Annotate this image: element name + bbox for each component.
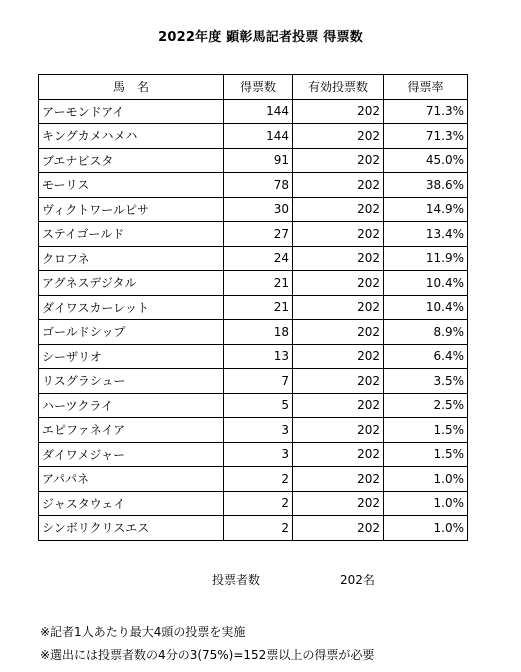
valid-votes-cell: 202: [293, 516, 384, 541]
valid-votes-cell: 202: [293, 320, 384, 345]
votes-cell: 24: [224, 246, 293, 271]
vote-rate-cell: 71.3%: [384, 124, 468, 149]
table-row: [39, 222, 468, 247]
valid-votes-cell: 202: [293, 418, 384, 443]
header-horse-name: 馬 名: [39, 75, 224, 100]
vote-rate-cell: 1.0%: [384, 516, 468, 541]
vote-rate-cell: 3.5%: [384, 369, 468, 394]
table-row: [39, 148, 468, 173]
table-row: [39, 369, 468, 394]
valid-votes-cell: 202: [293, 148, 384, 173]
votes-cell: 144: [224, 99, 293, 124]
vote-rate-cell: 1.5%: [384, 418, 468, 443]
votes-cell: 5: [224, 393, 293, 418]
vote-rate-cell: 2.5%: [384, 393, 468, 418]
table-row: [39, 393, 468, 418]
vote-rate-cell: 1.5%: [384, 442, 468, 467]
vote-rate-cell: 1.0%: [384, 491, 468, 516]
votes-cell: 2: [224, 491, 293, 516]
horse-name-cell: クロフネ: [39, 246, 224, 271]
table-row: [39, 418, 468, 443]
valid-votes-cell: 202: [293, 173, 384, 198]
table-row: [39, 173, 468, 198]
votes-cell: 3: [224, 418, 293, 443]
valid-votes-cell: 202: [293, 491, 384, 516]
horse-name-cell: アグネスデジタル: [39, 271, 224, 296]
vote-rate-cell: 71.3%: [384, 99, 468, 124]
note-selection-threshold: ※選出には投票者数の4分の3(75%)=152票以上の得票が必要: [40, 648, 375, 662]
table-row: [39, 99, 468, 124]
votes-cell: 7: [224, 369, 293, 394]
horse-name-cell: ゴールドシップ: [39, 320, 224, 345]
horse-name-cell: シンボリクリスエス: [39, 516, 224, 541]
header-votes: 得票数: [224, 75, 293, 100]
horse-name-cell: ヴィクトワールピサ: [39, 197, 224, 222]
table-row: [39, 246, 468, 271]
vote-rate-cell: 45.0%: [384, 148, 468, 173]
valid-votes-cell: 202: [293, 197, 384, 222]
vote-rate-cell: 10.4%: [384, 295, 468, 320]
votes-cell: 21: [224, 271, 293, 296]
horse-name-cell: アパパネ: [39, 467, 224, 492]
votes-cell: 2: [224, 516, 293, 541]
votes-cell: 3: [224, 442, 293, 467]
votes-cell: 21: [224, 295, 293, 320]
horse-name-cell: ダイワスカーレット: [39, 295, 224, 320]
votes-cell: 144: [224, 124, 293, 149]
votes-cell: 27: [224, 222, 293, 247]
vote-rate-cell: 10.4%: [384, 271, 468, 296]
horse-name-cell: シーザリオ: [39, 344, 224, 369]
table-row: [39, 491, 468, 516]
valid-votes-cell: 202: [293, 99, 384, 124]
horse-name-cell: ブエナビスタ: [39, 148, 224, 173]
horse-name-cell: ステイゴールド: [39, 222, 224, 247]
valid-votes-cell: 202: [293, 295, 384, 320]
header-vote-rate: 得票率: [384, 75, 468, 100]
horse-name-cell: キングカメハメハ: [39, 124, 224, 149]
vote-rate-cell: 8.9%: [384, 320, 468, 345]
valid-votes-cell: 202: [293, 246, 384, 271]
table-row: [39, 320, 468, 345]
table-row: [39, 516, 468, 541]
table-row: [39, 271, 468, 296]
horse-name-cell: アーモンドアイ: [39, 99, 224, 124]
table-row: [39, 344, 468, 369]
votes-cell: 18: [224, 320, 293, 345]
vote-rate-cell: 11.9%: [384, 246, 468, 271]
valid-votes-cell: 202: [293, 222, 384, 247]
vote-results-table: [38, 74, 468, 541]
votes-cell: 2: [224, 467, 293, 492]
horse-name-cell: ジャスタウェイ: [39, 491, 224, 516]
valid-votes-cell: 202: [293, 467, 384, 492]
table-header-row: [39, 75, 468, 100]
horse-name-cell: ハーツクライ: [39, 393, 224, 418]
votes-cell: 78: [224, 173, 293, 198]
voter-count-label: 投票者数: [212, 573, 261, 587]
vote-rate-cell: 13.4%: [384, 222, 468, 247]
horse-name-cell: リスグラシュー: [39, 369, 224, 394]
votes-cell: 30: [224, 197, 293, 222]
table-row: [39, 467, 468, 492]
horse-name-cell: ダイワメジャー: [39, 442, 224, 467]
note-max-votes: ※記者1人あたり最大4頭の投票を実施: [40, 625, 246, 639]
table-row: [39, 295, 468, 320]
vote-rate-cell: 14.9%: [384, 197, 468, 222]
horse-name-cell: モーリス: [39, 173, 224, 198]
vote-rate-cell: 38.6%: [384, 173, 468, 198]
vote-rate-cell: 6.4%: [384, 344, 468, 369]
valid-votes-cell: 202: [293, 271, 384, 296]
valid-votes-cell: 202: [293, 442, 384, 467]
valid-votes-cell: 202: [293, 344, 384, 369]
document-title: 2022年度 顕彰馬記者投票 得票数: [158, 30, 363, 45]
valid-votes-cell: 202: [293, 369, 384, 394]
table-row: [39, 442, 468, 467]
valid-votes-cell: 202: [293, 393, 384, 418]
voter-count-value: 202名: [340, 573, 375, 587]
table-row: [39, 124, 468, 149]
table-row: [39, 197, 468, 222]
votes-cell: 13: [224, 344, 293, 369]
valid-votes-cell: 202: [293, 124, 384, 149]
vote-rate-cell: 1.0%: [384, 467, 468, 492]
horse-name-cell: エピファネイア: [39, 418, 224, 443]
header-valid-votes: 有効投票数: [293, 75, 384, 100]
votes-cell: 91: [224, 148, 293, 173]
